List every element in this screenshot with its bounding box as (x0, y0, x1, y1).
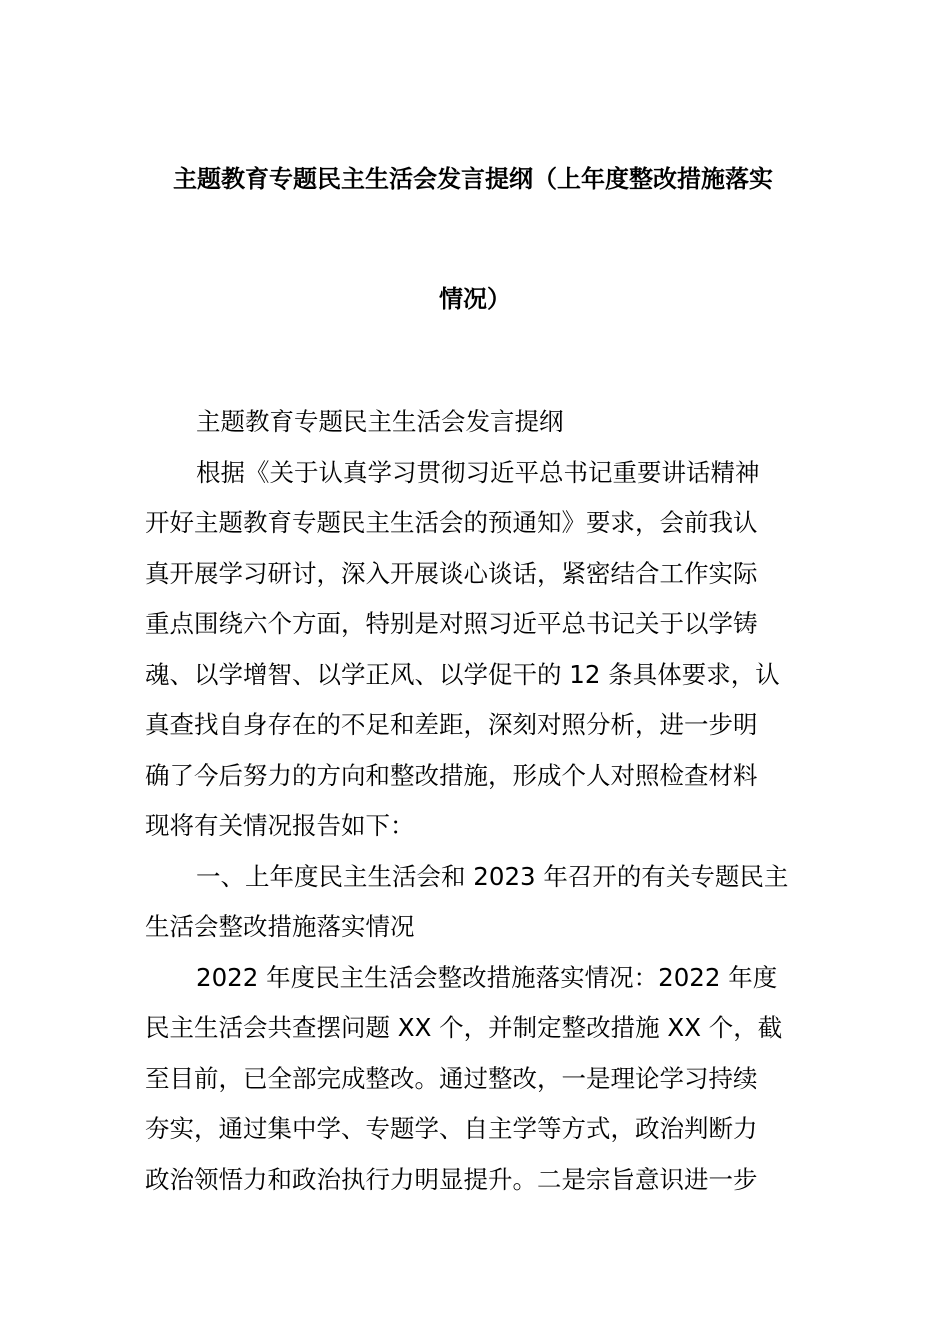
section-heading-line: 一、上年度民主生活会和 2023 年召开的有关专题民主 (196, 861, 789, 891)
paragraph-line: 开好主题教育专题民主生活会的预通知》要求，会前我认 (145, 508, 758, 537)
paragraph-line: 确了今后努力的方向和整改措施，形成个人对照检查材料 (145, 760, 758, 790)
paragraph-line: 真查找自身存在的不足和差距，深刻对照分析，进一步明 (145, 710, 758, 739)
paragraph-line: 民主生活会共查摆问题 XX 个，并制定整改措施 XX 个，截 (145, 1013, 783, 1042)
document-body (145, 403, 815, 1211)
subheading-outline: 主题教育专题民主生活会发言提纲 (196, 407, 564, 436)
paragraph-line: 真开展学习研讨，深入开展谈心谈话，紧密结合工作实际 (145, 558, 758, 588)
paragraph-line: 政治领悟力和政治执行力明显提升。二是宗旨意识进一步 (145, 1164, 758, 1194)
document-title-line-2: 情况） (439, 285, 511, 313)
paragraph-line: 重点围绕六个方面，特别是对照习近平总书记关于以学铸 (145, 609, 758, 638)
document-title-line-1: 主题教育专题民主生活会发言提纲（上年度整改措施落实 (173, 165, 773, 193)
paragraph-line: 夯实，通过集中学、专题学、自主学等方式，政治判断力 (145, 1114, 758, 1143)
paragraph-line: 魂、以学增智、以学正风、以学促干的 12 条具体要求，认 (145, 659, 780, 689)
paragraph-line: 根据《关于认真学习贯彻习近平总书记重要讲话精神 (196, 457, 760, 487)
paragraph-line: 2022 年度民主生活会整改措施落实情况：2022 年度 (196, 962, 778, 992)
paragraph-line: 至目前，已全部完成整改。通过整改，一是理论学习持续 (145, 1063, 758, 1093)
section-heading-line: 生活会整改措施落实情况 (145, 912, 415, 941)
paragraph-line: 现将有关情况报告如下： (145, 811, 415, 840)
